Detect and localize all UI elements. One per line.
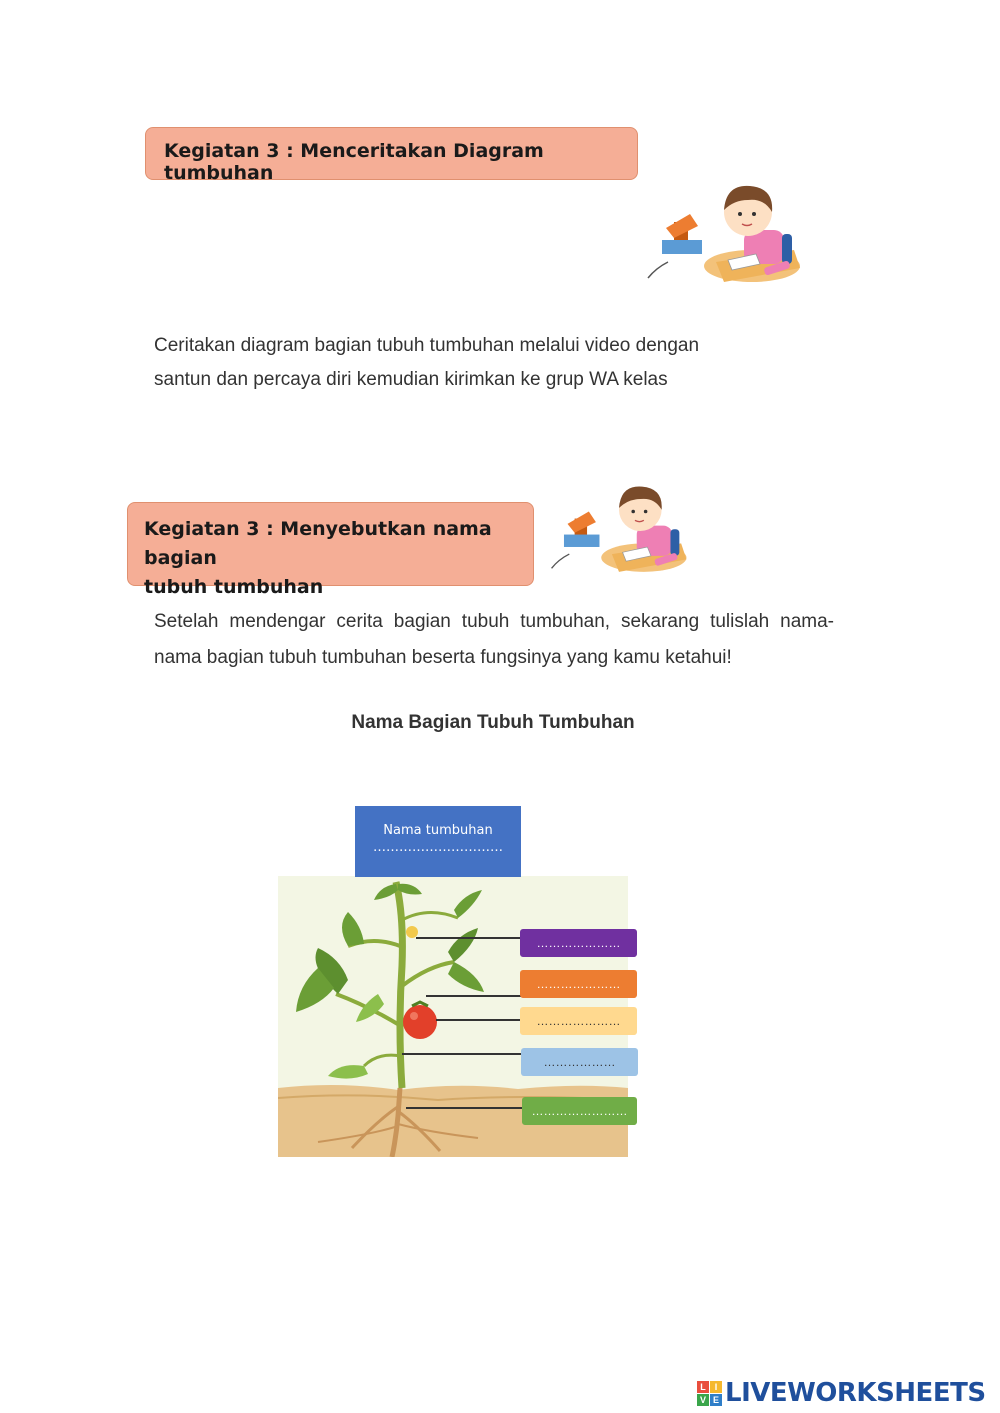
studying-child-illustration	[644, 182, 804, 290]
activity-2-title-banner	[127, 502, 534, 598]
part-label-blank-4[interactable]: ………………	[543, 1055, 616, 1069]
part-label-box-3[interactable]	[520, 1007, 637, 1035]
plant-name-box	[355, 806, 521, 877]
part-label-box-5[interactable]	[522, 1097, 637, 1125]
part-label-blank-1[interactable]: …………………	[536, 936, 621, 950]
activity-1-instruction-line-1: Ceritakan diagram bagian tubuh tumbuhan melalui video dengan	[154, 335, 700, 356]
studying-child-illustration	[548, 478, 690, 584]
activity-1-title-banner	[145, 127, 638, 184]
part-label-box-1[interactable]	[520, 929, 637, 957]
activity-1-instruction	[154, 329, 794, 397]
activity-2-title-line-1: Kegiatan 3 : Menyebutkan nama bagian	[144, 518, 492, 569]
activity-1-instruction-line-2: santun dan percaya diri kemudian kirimkan ke grup WA kelas	[154, 369, 668, 390]
logo-letter-e: E	[710, 1394, 722, 1406]
logo-letter-l: L	[697, 1381, 709, 1393]
activity-2-instruction: Setelah mendengar cerita bagian tubuh tumbuhan, sekarang tulislah nama-nama bagian tubuh tumbuhan beserta fungsinya yang kamu ketahui!	[154, 611, 834, 668]
part-label-box-4[interactable]	[521, 1048, 638, 1076]
liveworksheets-logo-mark	[697, 1381, 722, 1406]
logo-letter-v: V	[697, 1394, 709, 1406]
logo-letter-i: I	[710, 1381, 722, 1393]
part-label-box-2[interactable]	[520, 970, 637, 998]
plant-name-label: Nama tumbuhan	[383, 823, 493, 838]
part-label-blank-5[interactable]: ……………………	[531, 1104, 628, 1118]
part-label-blank-3[interactable]: …………………	[536, 1014, 621, 1028]
diagram-heading: Nama Bagian Tubuh Tumbuhan	[351, 712, 635, 733]
liveworksheets-logo-text: LIVEWORKSHEETS	[725, 1378, 986, 1408]
activity-2-title-line-2: tubuh tumbuhan	[144, 576, 324, 598]
plant-name-blank[interactable]: …………………………	[373, 840, 503, 855]
activity-1-title: Kegiatan 3 : Menceritakan Diagram tumbuhan	[164, 140, 544, 184]
part-label-blank-2[interactable]: …………………	[536, 977, 621, 991]
liveworksheets-logo[interactable]	[697, 1378, 986, 1408]
